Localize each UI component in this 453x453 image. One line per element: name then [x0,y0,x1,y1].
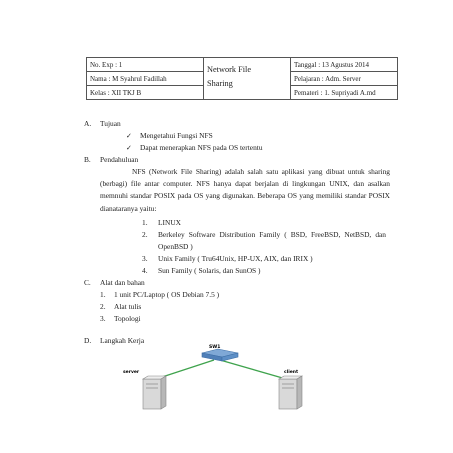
section-title: Alat dan bahan [100,277,145,287]
title-cell [204,58,291,100]
title-line-1: Network File [207,65,252,74]
section-a-heading [84,118,390,130]
no-exp-cell: No. Exp : 1 [87,58,204,72]
section-c-heading [84,277,390,289]
list-item: 2. Berkeley Software Distribution Family ( BSD, FreeBSD, NetBSD, dan OpenBSD ) [142,229,386,252]
switch-label: SW1 [209,345,221,350]
section-title: Langkah Kerja [100,335,145,345]
list-item: 3. Unix Family ( Tru64Unix, HP-UX, AIX, dan IRIX ) [142,253,313,263]
list-item: ✓ Mengetahui Fungsi NFS [126,131,213,140]
section-label: D. [84,335,92,345]
list-item: 2. Alat tulis [100,301,142,311]
list-item: ✓ Dapat menerapkan NFS pada OS tertentu [126,143,263,152]
title-line-2: Sharing [207,79,233,88]
client-label: client [284,370,299,375]
pemateri-cell: Pemateri : 1. Supriyadi A.md [291,86,398,100]
nama-cell: Nama : M Syahrul Fadillah [87,72,204,86]
section-title: Pendahuluan [100,155,139,164]
switch-icon [202,349,238,361]
document-body [84,118,390,347]
intro-paragraph: NFS (Network File Sharing) adalah salah satu aplikasi yang dibuat untuk sharing (berbagi) file antar computer. NFS hanya dapat berjalan di lingkungan UNIX, dan asalkan memnuhi standar POSIX pada OS yang digunakan. Beberapa OS yang memiliki standar POSIX dianataranya yaitu: [100,167,390,213]
list-item: 1. LINUX [142,217,181,227]
client-icon [279,376,302,409]
section-label: B. [84,155,91,164]
server-icon [143,376,166,409]
section-title: Tujuan [100,119,121,128]
list-item: 4. Sun Family ( Solaris, dan SunOS ) [142,265,261,275]
pelajaran-cell: Pelajaran : Adm. Server [291,72,398,86]
checkmark-icon: ✓ [126,132,132,140]
list-item: 1. 1 unit PC/Laptop ( OS Debian 7.5 ) [100,289,220,299]
header-table [86,57,398,100]
list-item: 3. Topologi [100,313,141,323]
checkmark-icon: ✓ [126,144,132,152]
kelas-cell: Kelas : XII TKJ B [87,86,204,100]
link-client [220,360,286,379]
section-label: A. [84,119,92,128]
network-topology-diagram [116,343,316,443]
tanggal-cell: Tanggal : 13 Agustus 2014 [291,58,398,72]
section-b-heading [84,154,390,166]
server-label: server [123,370,140,375]
section-label: C. [84,277,91,287]
